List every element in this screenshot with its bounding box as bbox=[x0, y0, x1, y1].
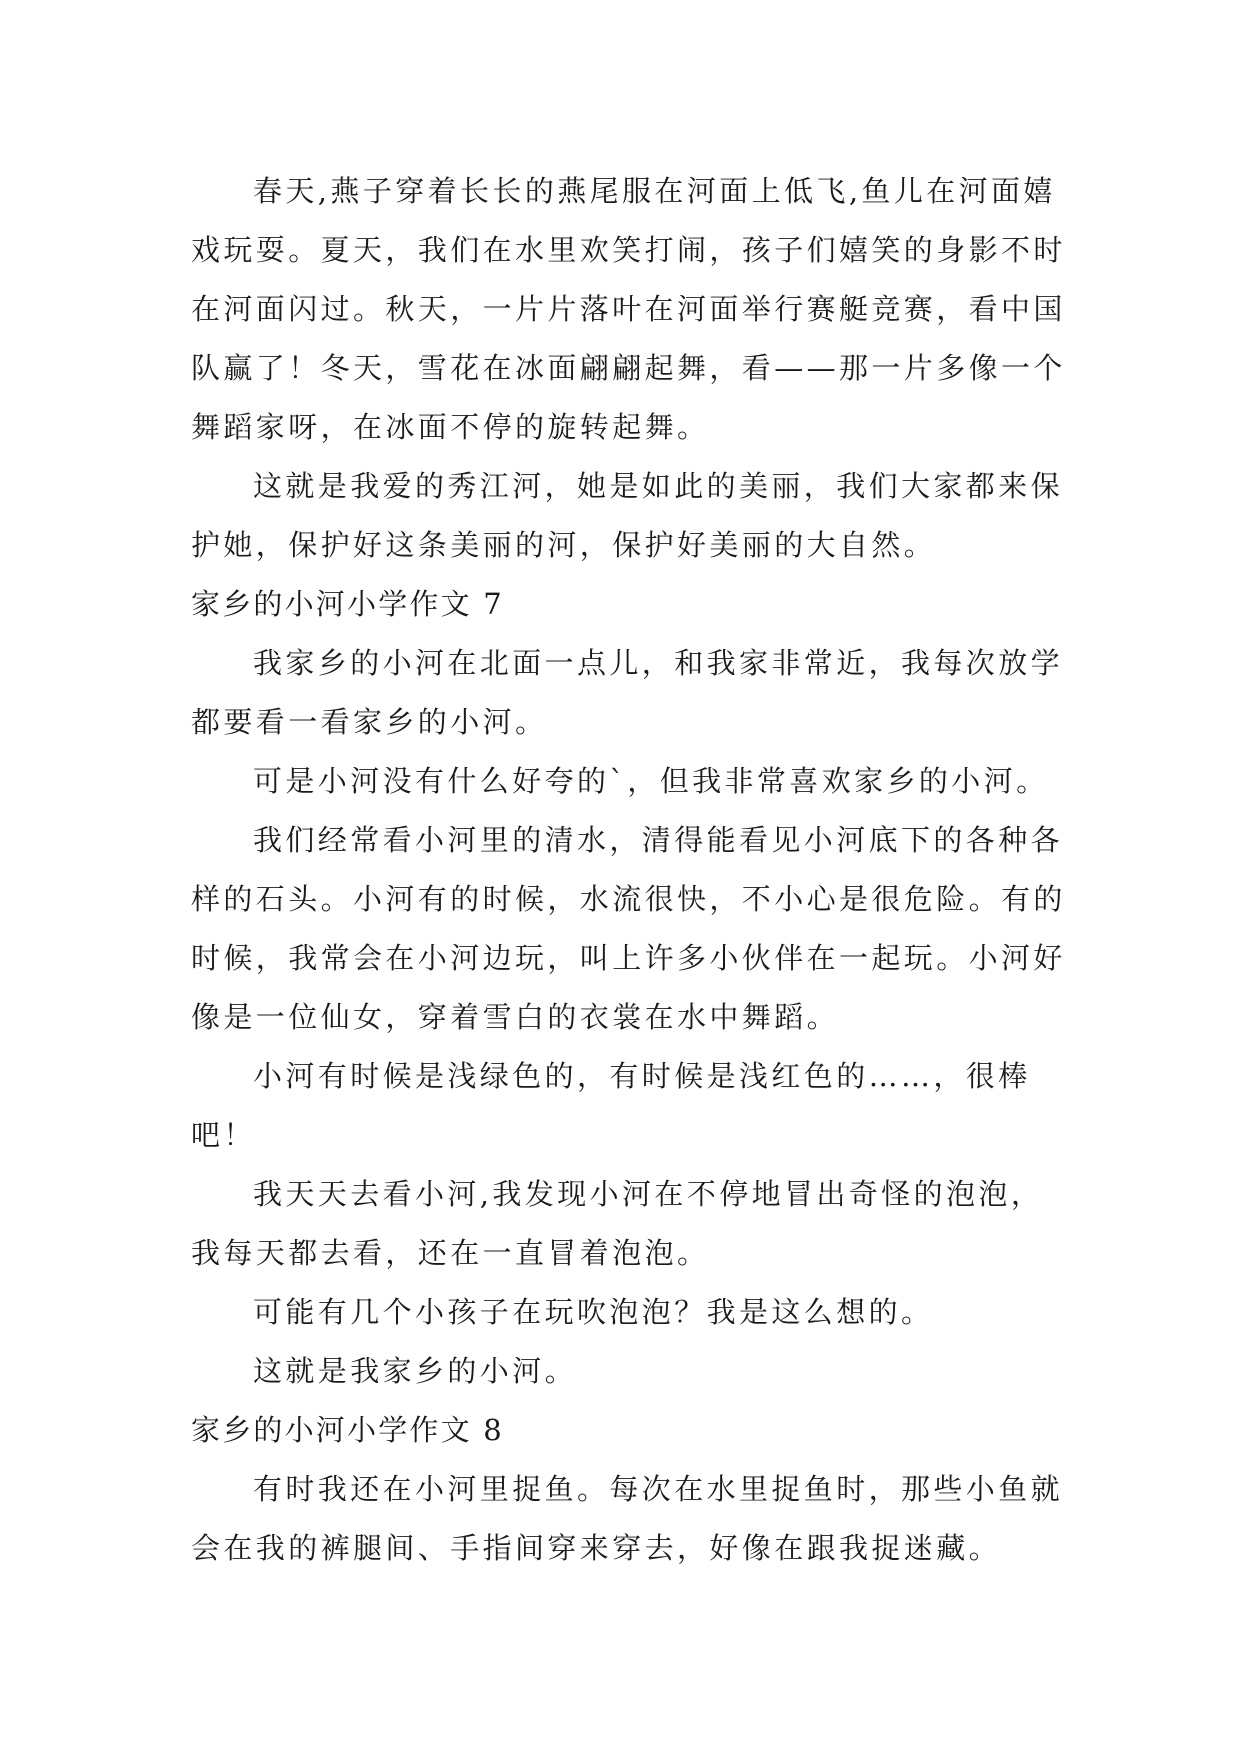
paragraph-seasons: 春天,燕子穿着长长的燕尾服在河面上低飞,鱼儿在河面嬉戏玩耍。夏天，我们在水里欢笑打闹，孩子们嬉笑的身影不时在河面闪过。秋天，一片片落叶在河面举行赛艇竞赛，看中国队赢了！冬天，雪花在冰面翩翩起舞，看——那一片多像一个舞蹈家呀，在冰面不停的旋转起舞。 bbox=[191, 174, 1066, 444]
paragraph-catch-fish: 有时我还在小河里捉鱼。每次在水里捉鱼时，那些小鱼就会在我的裤腿间、手指间穿来穿去，好像在跟我捉迷藏。 bbox=[191, 1472, 1064, 1565]
paragraph-hometown-river: 这就是我家乡的小河。 bbox=[253, 1354, 578, 1388]
essay-heading-7: 家乡的小河小学作文 7 bbox=[191, 587, 504, 621]
paragraph-like-river: 可是小河没有什么好夸的`，但我非常喜欢家乡的小河。 bbox=[253, 764, 1049, 798]
paragraph-children-bubbles: 可能有几个小孩子在玩吹泡泡？我是这么想的。 bbox=[253, 1295, 934, 1329]
paragraph-clear-water: 我们经常看小河里的清水，清得能看见小河底下的各种各样的石头。小河有的时候，水流很快，不小心是很危险。有的时候，我常会在小河边玩，叫上许多小伙伴在一起玩。小河好像是一位仙女，穿着雪白的衣裳在水中舞蹈。 bbox=[191, 823, 1066, 1034]
paragraph-river-colors: 小河有时候是浅绿色的，有时候是浅红色的……，很棒吧！ bbox=[191, 1059, 1031, 1152]
essay-heading-8: 家乡的小河小学作文 8 bbox=[191, 1413, 504, 1447]
paragraph-bubbles: 我天天去看小河,我发现小河在不停地冒出奇怪的泡泡，我每天都去看，还在一直冒着泡泡。 bbox=[191, 1177, 1044, 1270]
document-body bbox=[191, 162, 1071, 1578]
paragraph-protect-river: 这就是我爱的秀江河，她是如此的美丽，我们大家都来保护她，保护好这条美丽的河，保护好美丽的大自然。 bbox=[191, 469, 1064, 562]
paragraph-river-north: 我家乡的小河在北面一点儿，和我家非常近，我每次放学都要看一看家乡的小河。 bbox=[191, 646, 1064, 739]
